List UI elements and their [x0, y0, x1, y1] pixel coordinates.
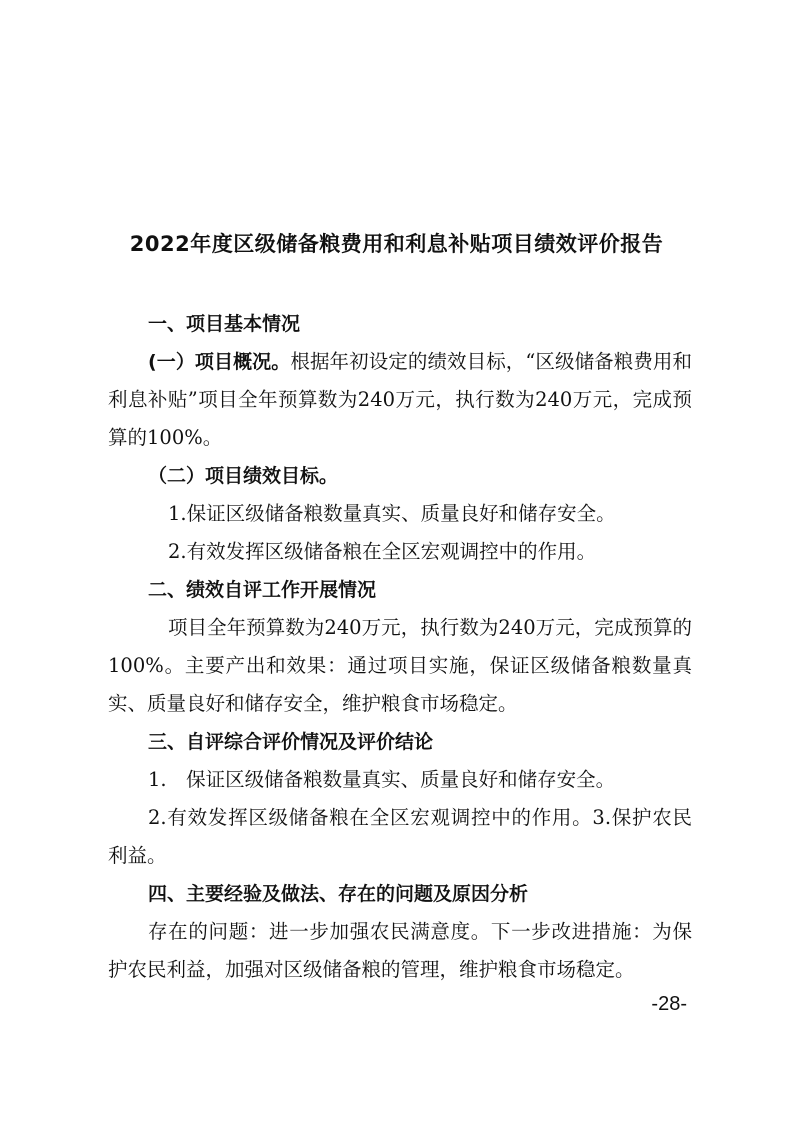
- paragraph-project-overview: [108, 343, 692, 457]
- list-item: 2.有效发挥区级储备粮在全区宏观调控中的作用。3.保护农民利益。: [108, 806, 692, 867]
- list-item: 2.有效发挥区级储备粮在全区宏观调控中的作用。: [168, 540, 597, 563]
- paragraph-text: 根据年初设定的绩效目标，“区级储备粮费用和利息补贴”项目全年预算数为240万元，执行数为240万元，完成预算的100%。: [108, 350, 692, 449]
- report-body: [108, 305, 692, 989]
- list-item: 1.保证区级储备粮数量真实、质量良好和储存安全。: [168, 502, 616, 525]
- section-heading-3: 三、自评综合评价情况及评价结论: [148, 731, 434, 753]
- paragraph-lead: (一）项目概况。: [148, 351, 291, 373]
- section-heading-2: 二、绩效自评工作开展情况: [148, 579, 377, 601]
- section-heading-1: 一、项目基本情况: [148, 313, 301, 335]
- page-title: 2022年度区级储备粮费用和利息补贴项目绩效评价报告: [129, 232, 664, 256]
- list-item: 1. 保证区级储备粮数量真实、质量良好和储存安全。: [148, 768, 616, 791]
- subheading-performance-goals: （二）项目绩效目标。: [148, 465, 339, 487]
- section-heading-4: 四、主要经验及做法、存在的问题及原因分析: [148, 883, 529, 905]
- paragraph-problems: 存在的问题：进一步加强农民满意度。下一步改进措施：为保护农民利益，加强对区级储备粮的管理，维护粮食市场稳定。: [108, 920, 692, 981]
- paragraph-self-evaluation: 项目全年预算数为240万元，执行数为240万元，完成预算的100%。主要产出和效果：通过项目实施，保证区级储备粮数量真实、质量良好和储存安全，维护粮食市场稳定。: [108, 616, 692, 715]
- page-number: -28-: [651, 993, 687, 1015]
